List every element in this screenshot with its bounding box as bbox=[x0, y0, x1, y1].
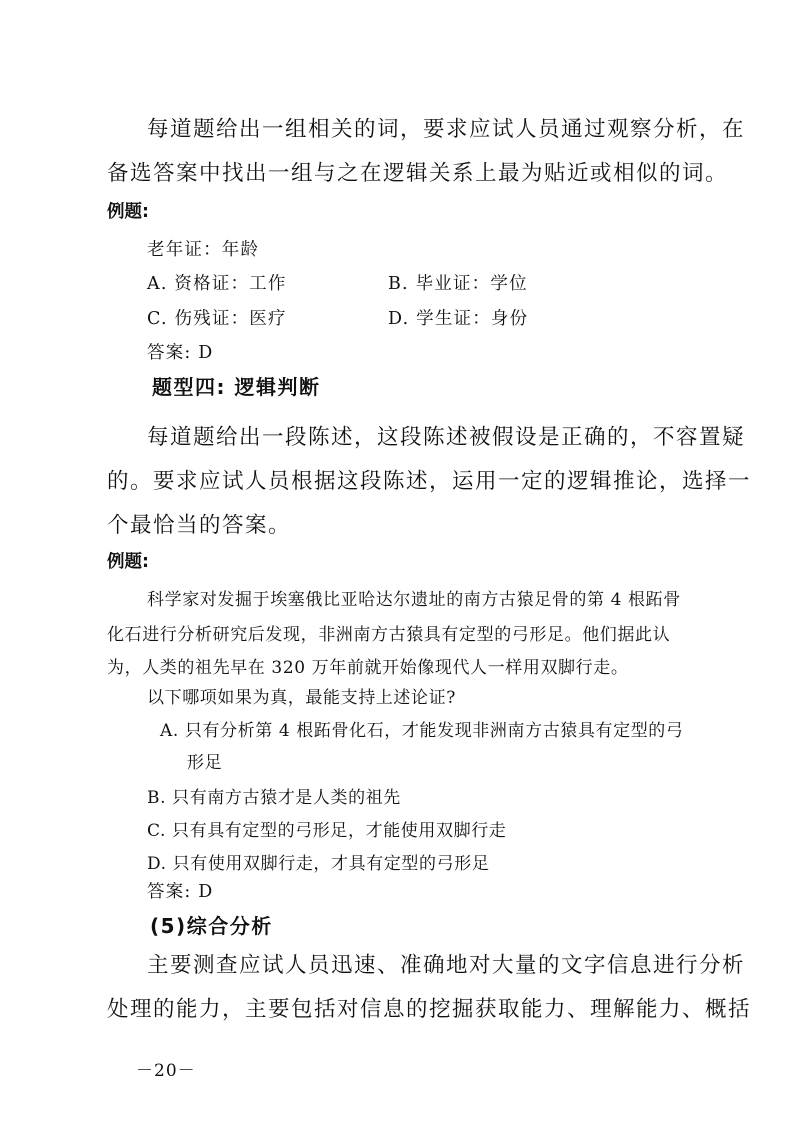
passage-line-3: 为，人类的祖先早在 320 万年前就开始像现代人一样用双脚行走。 bbox=[107, 658, 629, 678]
section-heading: 题型四: 逻辑判断 bbox=[152, 375, 321, 399]
intro-line-3: 个最恰当的答案。 bbox=[107, 513, 292, 538]
intro-line-1: 主要测查应试人员迅速、准确地对大量的文字信息进行分析 bbox=[147, 953, 746, 978]
answer: 答案: D bbox=[147, 343, 214, 363]
passage-line-1: 科学家对发掘于埃塞俄比亚哈达尔遗址的南方古猿足骨的第 4 根跖骨 bbox=[147, 590, 681, 610]
section-heading: (5)综合分析 bbox=[150, 914, 273, 938]
intro-line-2: 的。要求应试人员根据这段陈述，运用一定的逻辑推论，选择一 bbox=[107, 469, 752, 494]
option-c: C. 只有具有定型的弓形足，才能使用双脚行走 bbox=[147, 821, 507, 841]
option-a-line-1: A. 只有分析第 4 根跖骨化石，才能发现非洲南方古猿具有定型的弓 bbox=[160, 721, 684, 741]
question-stem: 老年证：年龄 bbox=[147, 240, 260, 260]
option-d: D. 只有使用双脚行走，才具有定型的弓形足 bbox=[147, 854, 490, 874]
option-c: C. 伤残证：医疗 bbox=[147, 309, 287, 329]
intro-line-2: 处理的能力，主要包括对信息的挖掘获取能力、理解能力、概括 bbox=[107, 997, 752, 1022]
example-label: 例题: bbox=[107, 202, 149, 222]
page-number: －20－ bbox=[136, 1061, 196, 1081]
question: 以下哪项如果为真，最能支持上述论证? bbox=[147, 688, 456, 708]
option-d: D. 学生证：身份 bbox=[388, 309, 529, 329]
answer: 答案: D bbox=[147, 882, 214, 902]
option-b: B. 毕业证：学位 bbox=[388, 274, 528, 294]
intro-line-2: 备选答案中找出一组与之在逻辑关系上最为贴近或相似的词。 bbox=[107, 161, 729, 186]
passage-line-2: 化石进行分析研究后发现，非洲南方古猿具有定型的弓形足。他们据此认 bbox=[107, 625, 671, 645]
example-label: 例题: bbox=[107, 552, 149, 572]
option-a-line-2: 形足 bbox=[187, 753, 223, 773]
intro-line-1: 每道题给出一组相关的词，要求应试人员通过观察分析，在 bbox=[147, 117, 746, 142]
intro-line-1: 每道题给出一段陈述，这段陈述被假设是正确的，不容置疑 bbox=[147, 425, 746, 450]
option-b: B. 只有南方古猿才是人类的祖先 bbox=[147, 788, 401, 808]
option-a: A. 资格证：工作 bbox=[147, 274, 287, 294]
